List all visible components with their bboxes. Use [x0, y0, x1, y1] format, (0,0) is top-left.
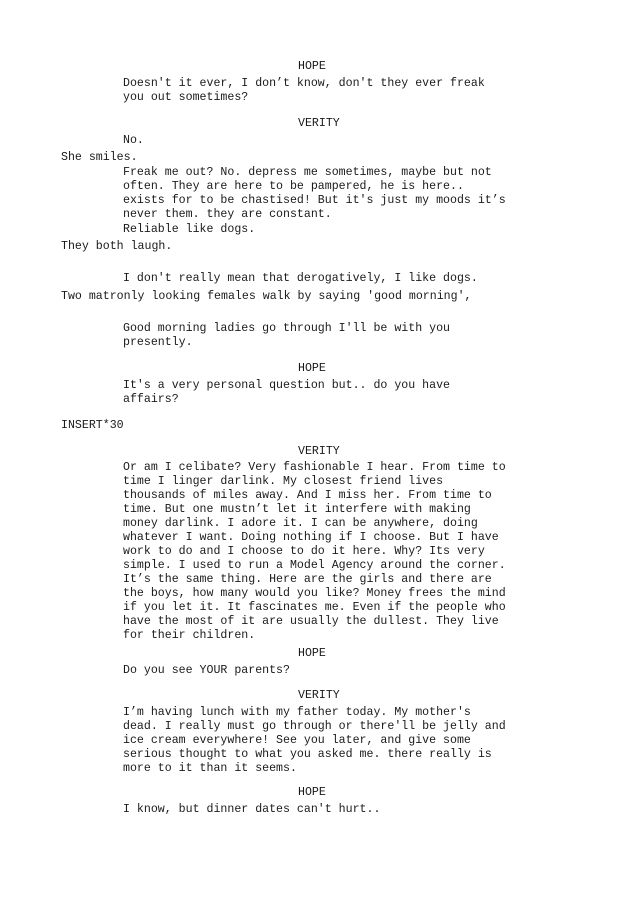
dialogue-line: never them. they are constant. [123, 208, 332, 221]
dialogue-line: time. But one mustn’t let it interfere with making [123, 503, 471, 516]
dialogue-line: thousands of miles away. And I miss her. From time to [123, 489, 492, 502]
dialogue-line: I know, but dinner dates can't hurt.. [123, 803, 381, 816]
dialogue-line: It’s the same thing. Here are the girls and there are [123, 573, 492, 586]
dialogue-line: simple. I used to run a Model Agency around the corner. [123, 559, 506, 572]
action-line: They both laugh. [61, 240, 173, 253]
dialogue-line: Reliable like dogs. [123, 223, 256, 236]
dialogue-line: whatever I want. Doing nothing if I choose. But I have [123, 531, 499, 544]
dialogue-line: Or am I celibate? Very fashionable I hear. From time to [123, 461, 506, 474]
character-name: HOPE [298, 647, 326, 660]
dialogue-line: exists for to be chastised! But it's just my moods it’s [123, 194, 506, 207]
character-name: VERITY [298, 445, 340, 458]
dialogue-line: you out sometimes? [123, 91, 249, 104]
dialogue-line: more to it than it seems. [123, 762, 297, 775]
dialogue-line: money darlink. I adore it. I can be anywhere, doing [123, 517, 478, 530]
dialogue-line: Freak me out? No. depress me sometimes, maybe but not [123, 166, 492, 179]
action-line: Two matronly looking females walk by saying 'good morning', [61, 290, 472, 303]
character-name: HOPE [298, 362, 326, 375]
dialogue-line: time I linger darlink. My closest friend lives [123, 475, 444, 488]
dialogue-line: I don't really mean that derogatively, I like dogs. [123, 272, 478, 285]
dialogue-line: serious thought to what you asked me. there really is [123, 748, 492, 761]
character-name: VERITY [298, 689, 340, 702]
action-line: She smiles. [61, 151, 138, 164]
dialogue-line: dead. I really must go through or there'll be jelly and [123, 720, 506, 733]
dialogue-line: Do you see YOUR parents? [123, 664, 290, 677]
character-name: VERITY [298, 117, 340, 130]
dialogue-line: Doesn't it ever, I don’t know, don't they ever freak [123, 77, 485, 90]
action-line: INSERT*30 [61, 419, 124, 432]
dialogue-line: often. They are here to be pampered, he is here.. [123, 180, 464, 193]
dialogue-line: for their children. [123, 629, 256, 642]
dialogue-line: ice cream everywhere! See you later, and give some [123, 734, 471, 747]
dialogue-line: the boys, how many would you like? Money frees the mind [123, 587, 506, 600]
dialogue-line: if you let it. It fascinates me. Even if the people who [123, 601, 506, 614]
dialogue-line: work to do and I choose to do it here. Why? Its very [123, 545, 485, 558]
dialogue-line: It's a very personal question but.. do you have [123, 379, 450, 392]
character-name: HOPE [298, 60, 326, 73]
character-name: HOPE [298, 786, 326, 799]
dialogue-line: I’m having lunch with my father today. My mother's [123, 706, 471, 719]
dialogue-line: have the most of it are usually the dullest. They live [123, 615, 499, 628]
dialogue-line: affairs? [123, 393, 179, 406]
dialogue-line: Good morning ladies go through I'll be with you [123, 322, 450, 335]
dialogue-line: presently. [123, 336, 193, 349]
dialogue-line: No. [123, 134, 144, 147]
